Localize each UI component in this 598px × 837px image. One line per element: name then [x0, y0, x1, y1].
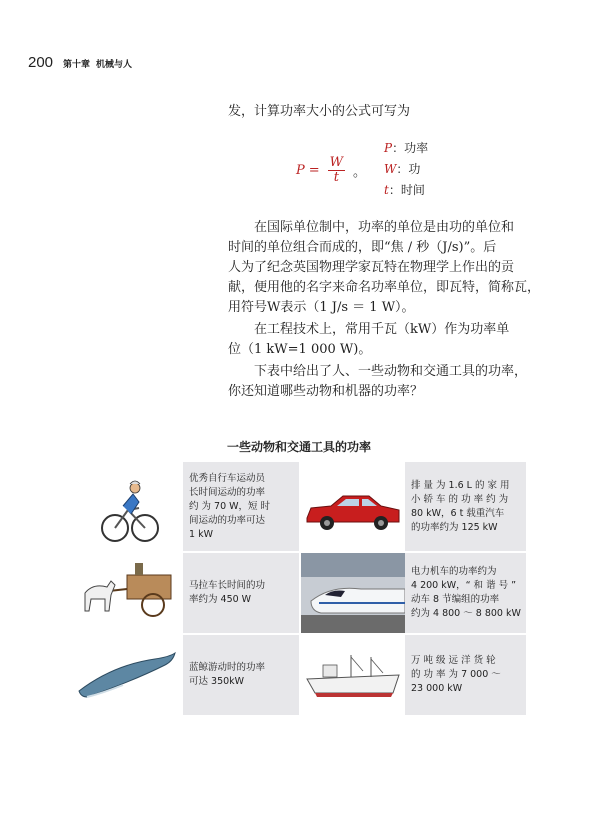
cell-line: 23 000 kW — [411, 683, 463, 694]
ship-power-text — [407, 635, 526, 715]
whale-image — [73, 635, 183, 715]
car-power-text — [407, 462, 526, 551]
table-title: 一些动物和交通工具的功率 — [226, 440, 371, 454]
train-power-text — [407, 553, 526, 633]
formula-period: 。 — [353, 165, 367, 180]
cell-line: 排 量 为 1.6 L 的 家 用 — [411, 479, 510, 491]
legend-symbol: W — [384, 162, 397, 176]
formula-lhs: P — [296, 163, 305, 178]
cyclist-power-text — [185, 462, 299, 551]
horse-cart-power-text — [185, 553, 299, 633]
body-line: 你还知道哪些动物和机器的功率？ — [228, 384, 424, 399]
legend-meaning: ：功率 — [392, 141, 429, 155]
column-divider — [299, 462, 301, 715]
cell-line: 约 为 70 W，短 时 — [189, 500, 271, 512]
page-number: 200 — [28, 54, 54, 71]
legend-item — [384, 138, 428, 159]
body-line: 时间的单位组合而成的，即“焦 / 秒（J/s)”。后 — [228, 240, 497, 255]
body-line: 在国际单位制中，功率的单位是由功的单位和 — [254, 220, 515, 235]
cell-line: 的功率约为 125 kW — [411, 521, 498, 533]
cell-line: 万 吨 级 远 洋 货 轮 — [411, 655, 496, 666]
cell-line: 1 kW — [189, 528, 213, 540]
paragraph-si-unit — [228, 218, 541, 318]
chapter-label — [63, 57, 132, 70]
body-line: 人为了纪念英国物理学家瓦特在物理学上作出的贡 — [228, 260, 515, 275]
formula-fraction — [328, 156, 345, 185]
intro-text — [228, 102, 528, 122]
chapter-title: 机械与人 — [96, 60, 133, 70]
body-line: 发，计算功率大小的公式可写为 — [228, 104, 411, 119]
legend-symbol: t — [384, 183, 389, 197]
power-formula — [296, 156, 366, 185]
car-image — [301, 462, 405, 551]
cell-line: 80 kW，6 t 载重汽车 — [411, 507, 505, 519]
paragraph-table-intro — [228, 362, 528, 402]
ship-image — [301, 635, 405, 715]
cell-line: 约为 4 800 ～ 8 800 kW — [411, 608, 521, 619]
cell-line: 的 功 率 为 7 000 ～ — [411, 669, 501, 680]
paragraph-kilowatt — [228, 320, 528, 360]
cell-line: 蓝鲸游动时的功率 — [189, 662, 266, 673]
cell-line: 4 200 kW，“ 和 谐 号 ” — [411, 580, 517, 591]
chapter-number: 第十章 — [63, 60, 91, 70]
cell-line: 马拉车长时间的功 — [189, 580, 266, 591]
body-line: 下表中给出了人、一些动物和交通工具的功率， — [254, 364, 528, 379]
cell-line: 可达 350kW — [189, 676, 245, 687]
legend-item — [384, 159, 428, 180]
legend-symbol: P — [384, 141, 393, 155]
cell-line: 间运动的功率可达 — [189, 514, 266, 526]
formula-equals: = — [308, 163, 320, 178]
formula-numerator: W — [329, 155, 344, 170]
cyclist-image — [73, 462, 183, 551]
cell-line: 率约为 450 W — [189, 594, 252, 605]
legend-item — [384, 180, 428, 201]
cell-line: 优秀自行车运动员 — [189, 472, 266, 484]
train-image — [301, 553, 405, 633]
body-line: 用符号W表示（1 J/s ＝ 1 W）。 — [228, 300, 415, 315]
legend-meaning: ：时间 — [388, 183, 425, 197]
body-line: 位（1 kW=1 000 W)。 — [228, 342, 372, 357]
whale-power-text — [185, 635, 299, 715]
power-table — [73, 462, 526, 715]
body-line: 献，便用他的名字来命名功率单位，即瓦特，简称瓦， — [228, 280, 541, 295]
formula-legend — [384, 138, 428, 201]
formula-denominator: t — [333, 170, 339, 185]
cell-line: 长时间运动的功率 — [189, 486, 266, 498]
legend-meaning: ：功 — [396, 162, 421, 176]
body-line: 在工程技术上，常用千瓦（kW）作为功率单 — [254, 322, 510, 337]
cell-line: 小 轿 车 的 功 率 约 为 — [411, 493, 509, 505]
cell-line: 电力机车的功率约为 — [411, 566, 497, 577]
horse-cart-image — [73, 553, 183, 633]
page-header — [28, 54, 132, 71]
cell-line: 动车 8 节编组的功率 — [411, 594, 500, 605]
